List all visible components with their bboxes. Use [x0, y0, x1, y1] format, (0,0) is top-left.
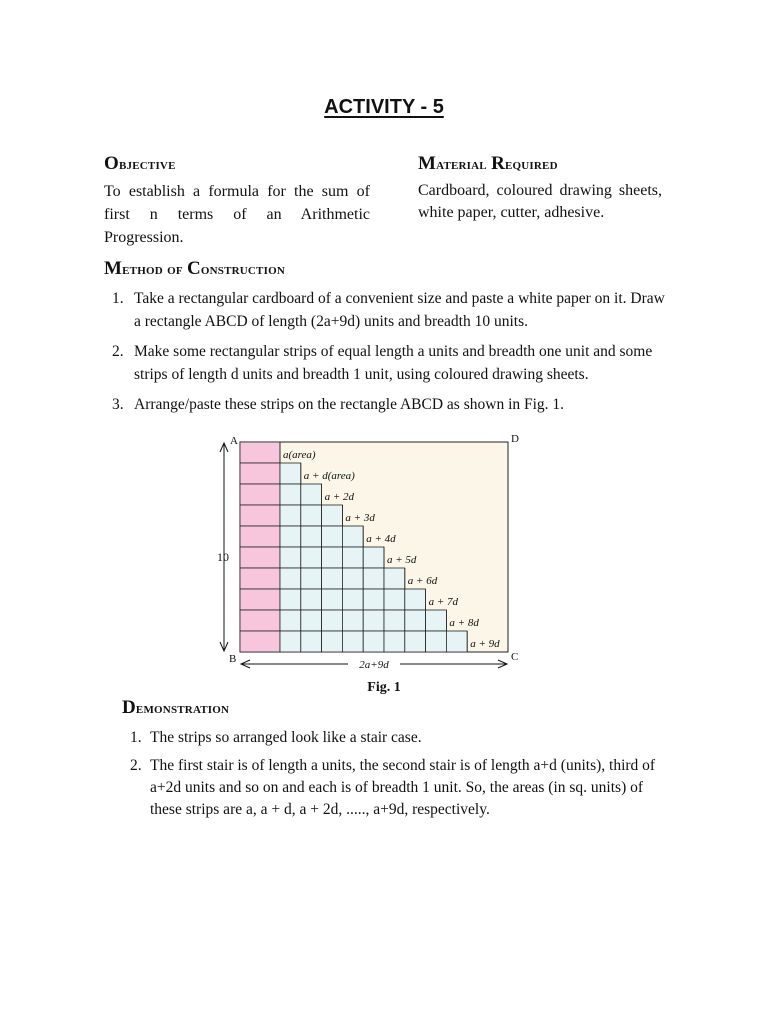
- strip-label: a + 4d: [366, 533, 396, 545]
- strip-d-segment: [280, 631, 301, 652]
- strip-d-segment: [301, 547, 322, 568]
- corner-label-b: B: [229, 653, 237, 665]
- strip-d-segment: [280, 547, 301, 568]
- strip-a-segment: [240, 505, 280, 526]
- material-text: Cardboard, coloured drawing sheets, white paper, cutter, adhesive.: [418, 182, 662, 221]
- demonstration-heading: Demonstration: [122, 697, 230, 718]
- strip-a-segment: [240, 463, 280, 484]
- side-label: 10: [217, 550, 229, 564]
- strip-d-segment: [342, 547, 363, 568]
- strip-a-segment: [240, 610, 280, 631]
- strip-d-segment: [301, 484, 322, 505]
- demonstration-item: 1. The strips so arranged look like a stair case.: [130, 729, 422, 746]
- objective-heading: Objective: [104, 153, 176, 174]
- strip-d-segment: [322, 589, 343, 610]
- strip-d-segment: [280, 505, 301, 526]
- strip-d-segment: [405, 631, 426, 652]
- objective-text: To establish a formula for the sum of first n terms of an Arithmetic Progression.: [104, 183, 370, 246]
- strip-d-segment: [342, 568, 363, 589]
- strip-label: a + 5d: [387, 554, 417, 566]
- method-steps: [112, 287, 668, 423]
- bottom-label: 2a+9d: [359, 659, 389, 671]
- strip-d-segment: [280, 610, 301, 631]
- strip-label: a + d(area): [303, 470, 355, 482]
- strip-d-segment: [384, 568, 405, 589]
- strip-d-segment: [301, 568, 322, 589]
- strip-label: a + 6d: [407, 575, 438, 587]
- strip-d-segment: [405, 589, 426, 610]
- strip-d-segment: [342, 526, 363, 547]
- strip-d-segment: [280, 484, 301, 505]
- strip-label: a + 2d: [324, 491, 355, 503]
- strip-label: a + 8d: [449, 617, 479, 629]
- strip-d-segment: [280, 463, 301, 484]
- corner-label-a: A: [230, 435, 238, 447]
- strip-d-segment: [301, 631, 322, 652]
- strip-a-segment: [240, 526, 280, 547]
- strip-a-segment: [240, 589, 280, 610]
- demonstration-list: [130, 727, 660, 827]
- strip-d-segment: [322, 568, 343, 589]
- strip-d-segment: [322, 526, 343, 547]
- strip-d-segment: [363, 631, 384, 652]
- strip-d-segment: [384, 631, 405, 652]
- strip-d-segment: [363, 568, 384, 589]
- strip-d-segment: [426, 610, 447, 631]
- material-heading: Material Required: [418, 153, 558, 174]
- strip-d-segment: [301, 610, 322, 631]
- figure-caption: Fig. 1: [367, 680, 401, 695]
- strip-d-segment: [384, 610, 405, 631]
- strip-label: a + 9d: [470, 638, 500, 650]
- strip-a-segment: [240, 631, 280, 652]
- staircase-diagram: [212, 430, 532, 680]
- demonstration-item: 2. The first stair is of length a units, the second stair is of length a+d (units), third of a+2d units and so on and each is of breadth 1 unit. So, the areas (in sq. units) of these strips are a, a + d, a + 2d, ....., a+9d, respectively.: [130, 757, 656, 818]
- corner-label-d: D: [511, 433, 519, 445]
- strip-d-segment: [342, 631, 363, 652]
- page-title: ACTIVITY - 5: [324, 96, 444, 118]
- strip-d-segment: [446, 631, 467, 652]
- strip-label: a(area): [283, 449, 316, 461]
- strip-d-segment: [363, 589, 384, 610]
- strip-d-segment: [280, 568, 301, 589]
- strip-d-segment: [322, 631, 343, 652]
- method-step: 3. Arrange/paste these strips on the rectangle ABCD as shown in Fig. 1.: [112, 396, 565, 413]
- strip-d-segment: [301, 526, 322, 547]
- corner-label-c: C: [511, 651, 519, 663]
- strip-d-segment: [322, 547, 343, 568]
- strip-d-segment: [363, 547, 384, 568]
- strip-d-segment: [363, 610, 384, 631]
- staircase-figure: [212, 430, 532, 680]
- strip-d-segment: [301, 505, 322, 526]
- strip-d-segment: [342, 610, 363, 631]
- strip-d-segment: [301, 589, 322, 610]
- method-step: 2. Make some rectangular strips of equal length a units and breadth one unit and some strips of length d units and breadth 1 unit, using coloured drawing sheets.: [112, 343, 653, 383]
- strip-d-segment: [322, 505, 343, 526]
- strip-a-segment: [240, 568, 280, 589]
- strip-d-segment: [426, 631, 447, 652]
- strip-a-segment: [240, 442, 280, 463]
- method-step: 1. Take a rectangular cardboard of a convenient size and paste a white paper on it. Draw a rectangle ABCD of length (2a+9d) units and breadth 10 units.: [112, 290, 665, 330]
- strip-d-segment: [322, 610, 343, 631]
- strip-label: a + 3d: [345, 512, 375, 524]
- method-heading: Method of Construction: [104, 258, 285, 279]
- strip-d-segment: [280, 589, 301, 610]
- strip-a-segment: [240, 484, 280, 505]
- strip-d-segment: [342, 589, 363, 610]
- strip-d-segment: [405, 610, 426, 631]
- strip-a-segment: [240, 547, 280, 568]
- strip-d-segment: [384, 589, 405, 610]
- strip-label: a + 7d: [428, 596, 459, 608]
- strip-d-segment: [280, 526, 301, 547]
